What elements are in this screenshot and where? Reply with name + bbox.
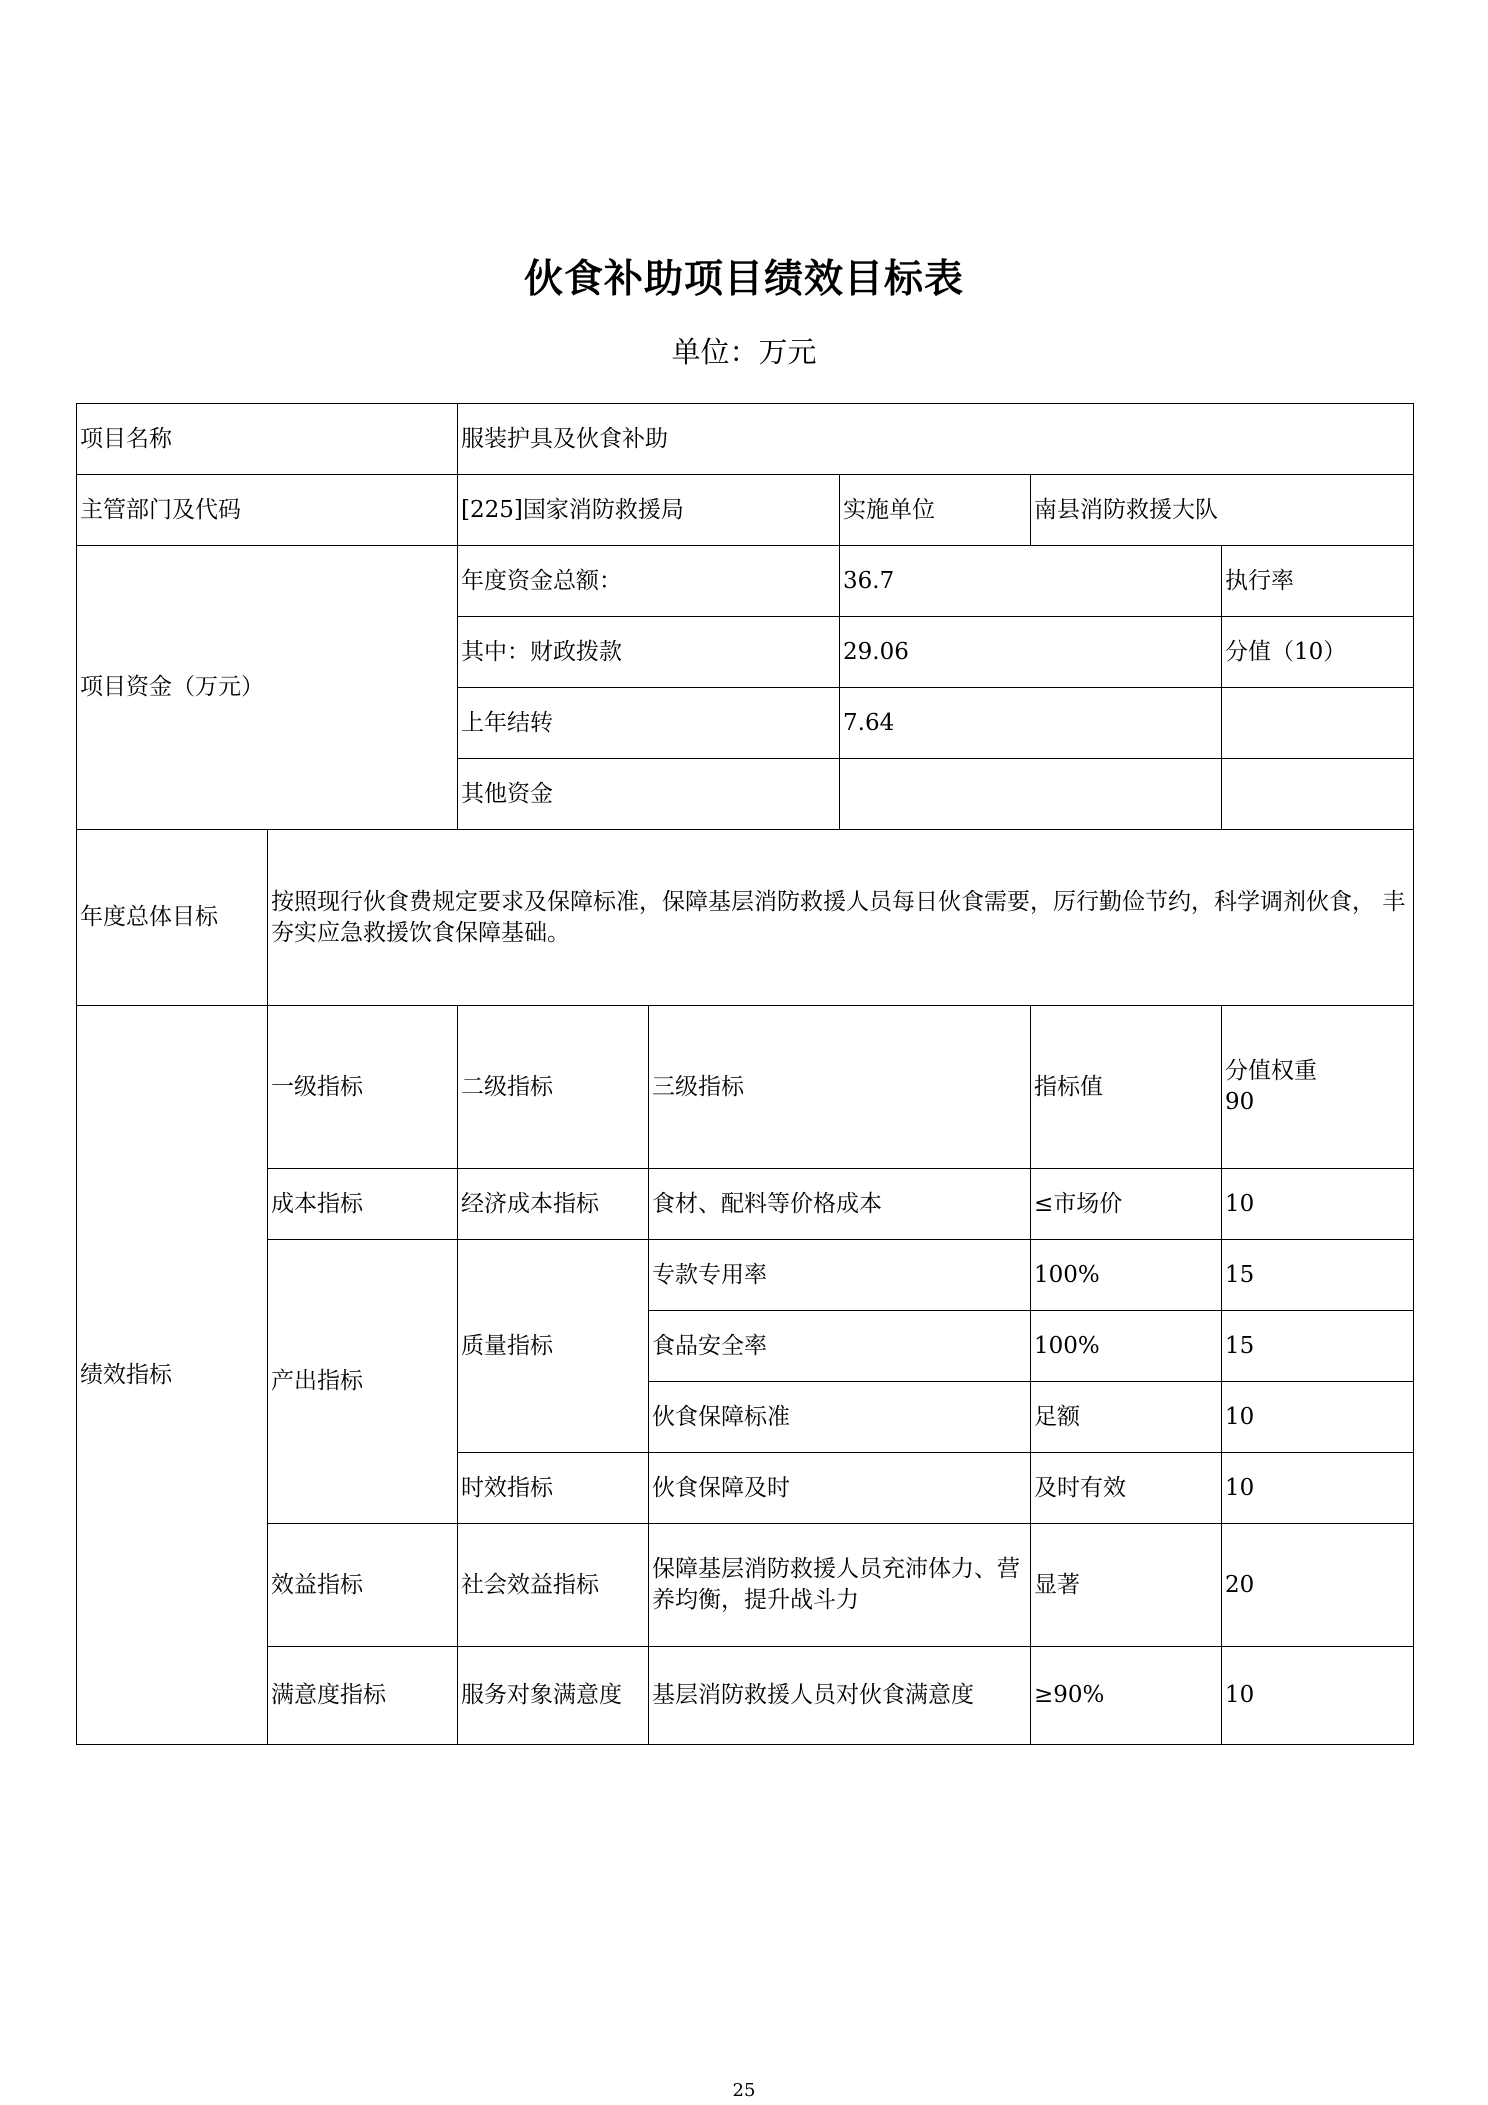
cost-level2: 经济成本指标 [458,1169,649,1240]
satisfaction-value: ≥90% [1031,1647,1222,1745]
carryover-extra [1222,688,1414,759]
header-weight [1222,1006,1414,1169]
timeliness-weight: 10 [1222,1453,1414,1524]
page-number: 25 [732,2080,756,2101]
cost-level1: 成本指标 [268,1169,458,1240]
annual-goal-row [77,830,1414,1006]
cost-level3: 食材、配料等价格成本 [649,1169,1031,1240]
satisfaction-weight: 10 [1222,1647,1414,1745]
output-level1: 产出指标 [268,1240,458,1524]
other-funds-value [840,759,1222,830]
satisfaction-level3: 基层消防救援人员对伙食满意度 [649,1647,1031,1745]
implementing-unit-value: 南县消防救援大队 [1031,475,1414,546]
score-label: 分值（10） [1222,617,1414,688]
quality-level3: 食品安全率 [649,1311,1031,1382]
funds-total-value: 36.7 [840,546,1222,617]
implementing-unit-label: 实施单位 [840,475,1031,546]
quality-value: 100% [1031,1240,1222,1311]
fiscal-allocation-label: 其中：财政拨款 [458,617,840,688]
other-funds-label: 其他资金 [458,759,840,830]
benefit-level3: 保障基层消防救援人员充沛体力、营养均衡，提升战斗力 [649,1524,1031,1647]
indicators-label: 绩效指标 [77,1006,268,1745]
project-name-label: 项目名称 [77,404,458,475]
department-value: [225]国家消防救援局 [458,475,840,546]
project-name-row [77,404,1414,475]
funds-row [77,546,1414,617]
cost-value: ≤市场价 [1031,1169,1222,1240]
benefit-level2: 社会效益指标 [458,1524,649,1647]
benefit-value: 显著 [1031,1524,1222,1647]
page-title: 伙食补助项目绩效目标表 [523,257,964,302]
table-row [77,1240,1414,1311]
fiscal-allocation-value: 29.06 [840,617,1222,688]
header-level3: 三级指标 [649,1006,1031,1169]
timeliness-level3: 伙食保障及时 [649,1453,1031,1524]
cost-weight: 10 [1222,1169,1414,1240]
annual-goal-label: 年度总体目标 [77,830,268,1006]
benefit-weight: 20 [1222,1524,1414,1647]
header-weight-total: 90 [1225,1089,1255,1115]
project-name-value: 服装护具及伙食补助 [458,404,1414,475]
quality-value: 100% [1031,1311,1222,1382]
department-row [77,475,1414,546]
annual-goal-text: 按照现行伙食费规定要求及保障标准，保障基层消防救援人员每日伙食需要，厉行勤俭节约，科学调剂伙食， 丰夯实应急救援饮食保障基础。 [268,830,1414,1006]
timeliness-value: 及时有效 [1031,1453,1222,1524]
quality-weight: 10 [1222,1382,1414,1453]
carryover-value: 7.64 [840,688,1222,759]
quality-weight: 15 [1222,1311,1414,1382]
quality-weight: 15 [1222,1240,1414,1311]
quality-level3: 伙食保障标准 [649,1382,1031,1453]
department-label: 主管部门及代码 [77,475,458,546]
header-level1: 一级指标 [268,1006,458,1169]
other-funds-extra [1222,759,1414,830]
header-value: 指标值 [1031,1006,1222,1169]
header-weight-label: 分值权重 [1225,1058,1317,1084]
table-row [77,1524,1414,1647]
performance-target-table [76,403,1414,1745]
satisfaction-level2: 服务对象满意度 [458,1647,649,1745]
timeliness-level2: 时效指标 [458,1453,649,1524]
funds-label: 项目资金（万元） [77,546,458,830]
funds-total-label: 年度资金总额： [458,546,840,617]
carryover-label: 上年结转 [458,688,840,759]
quality-level3: 专款专用率 [649,1240,1031,1311]
indicator-header-row [77,1006,1414,1169]
quality-level2: 质量指标 [458,1240,649,1453]
execution-rate-label: 执行率 [1222,546,1414,617]
satisfaction-level1: 满意度指标 [268,1647,458,1745]
table-row [77,1169,1414,1240]
unit-label: 单位：万元 [671,335,817,369]
table-row [77,1647,1414,1745]
header-level2: 二级指标 [458,1006,649,1169]
quality-value: 足额 [1031,1382,1222,1453]
benefit-level1: 效益指标 [268,1524,458,1647]
